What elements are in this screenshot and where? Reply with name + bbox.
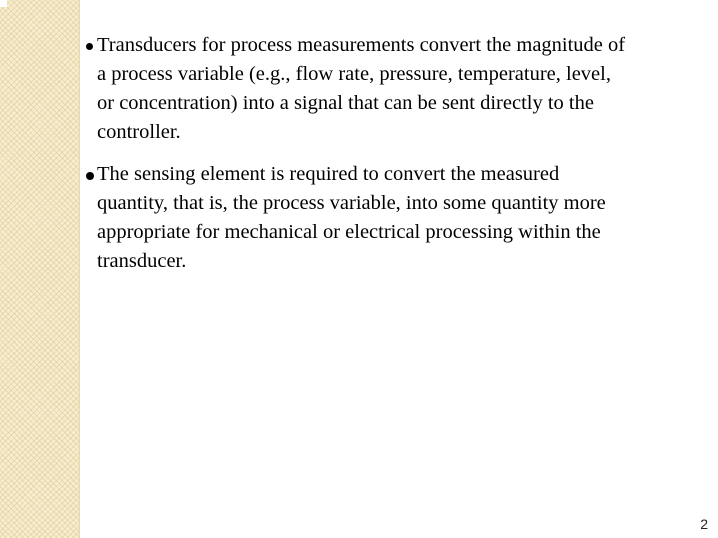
bullet-text-1: Transducers for process measurements convert the magnitude of a process variable (e.g., flow rate, pressure, temperature, level, or concentration) into a signal that can be sent directly to the controller.	[97, 34, 626, 143]
corner-mark	[0, 0, 7, 7]
bullet-dot-icon	[86, 43, 93, 50]
bullet-dot-icon	[86, 172, 94, 180]
bullet-text-2: The sensing element is required to convert the measured quantity, that is, the process variable, into some quantity more appropriate for mechanical or electrical processing within the transducer.	[97, 163, 606, 272]
decorative-side-band	[0, 0, 79, 538]
page-number: 2	[700, 516, 708, 532]
side-band-divider	[79, 0, 80, 538]
